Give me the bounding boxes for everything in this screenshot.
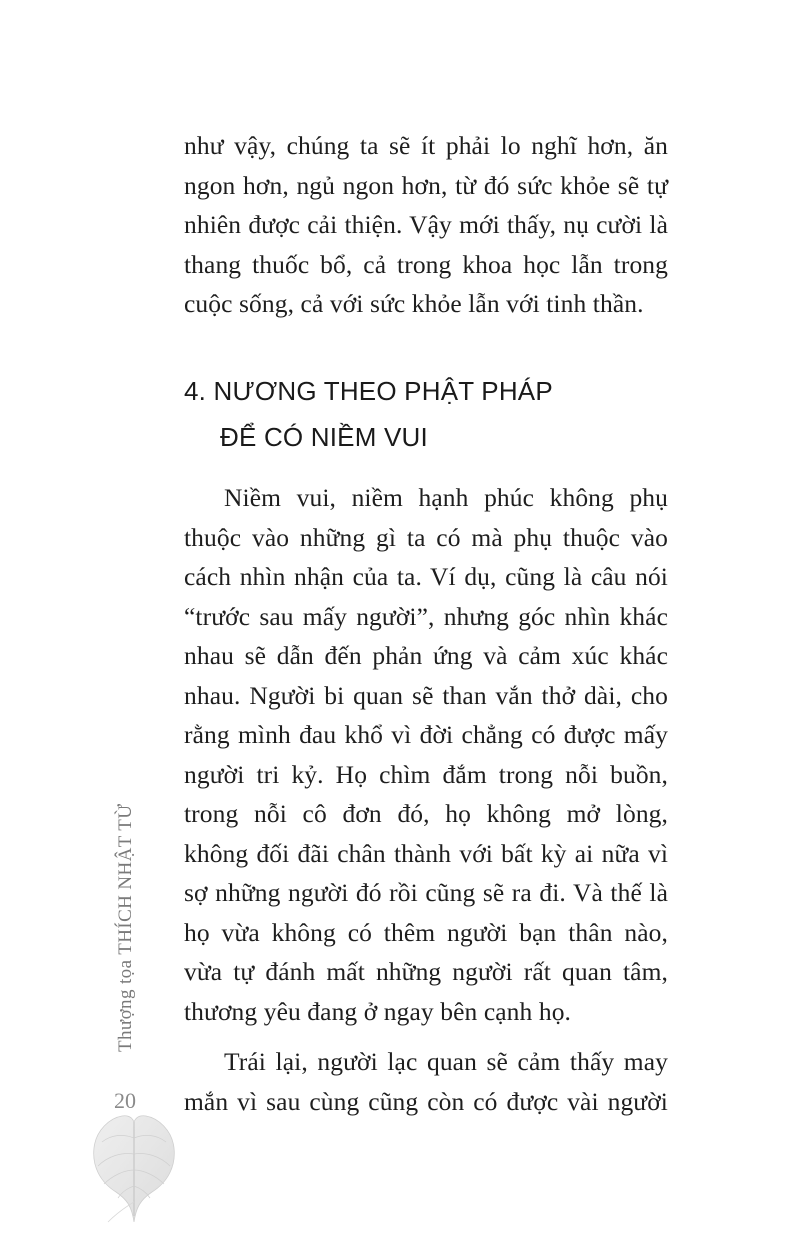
paragraph-line: họ vừa không có thêm người bạn thân nào, bbox=[184, 917, 668, 947]
paragraph-line: không đối đãi chân thành với bất kỳ ai nữa vì bbox=[184, 838, 668, 868]
paragraph-line: rằng mình đau khổ vì đời chẳng có được mấy bbox=[184, 720, 668, 749]
paragraph-line: cuộc sống, cả với sức khỏe lẫn với tinh thần. bbox=[184, 289, 644, 318]
section-heading bbox=[184, 368, 668, 460]
paragraph-line: thang thuốc bổ, cả trong khoa học lẫn trong bbox=[184, 249, 668, 279]
paragraph-2 bbox=[184, 478, 668, 1031]
paragraph-line: như vậy, chúng ta sẽ ít phải lo nghĩ hơn, ăn bbox=[184, 131, 668, 160]
paragraph-1 bbox=[184, 126, 668, 324]
paragraph-line: trong nỗi cô đơn đó, họ không mở lòng, bbox=[184, 799, 668, 828]
paragraph-line: nhiên được cải thiện. Vậy mới thấy, nụ cười là bbox=[184, 210, 668, 239]
sidebar-author: Thượng tọa THÍCH NHẬT TỪ bbox=[115, 803, 136, 1052]
paragraph-line: người tri kỷ. Họ chìm đắm trong nỗi buồn, bbox=[184, 759, 668, 789]
paragraph-line: sợ những người đó rồi cũng sẽ ra đi. Và thế là bbox=[184, 878, 668, 907]
section-heading-line-1: 4. NƯƠNG THEO PHẬT PHÁP bbox=[184, 376, 553, 406]
page-number: 20 bbox=[114, 1088, 136, 1113]
paragraph-line: nhau sẽ dẫn đến phản ứng và cảm xúc khác bbox=[184, 641, 668, 670]
paragraph-line: mắn vì sau cùng cũng còn có được vài người bbox=[184, 1086, 668, 1116]
section-heading-line-2: ĐỂ CÓ NIỀM VUI bbox=[220, 422, 428, 452]
bodhi-leaf-icon bbox=[88, 1104, 180, 1224]
paragraph-line: nhau. Người bi quan sẽ than vắn thở dài, cho bbox=[184, 680, 668, 710]
paragraph-line: thương yêu đang ở ngay bên cạnh họ. bbox=[184, 996, 572, 1026]
paragraph-line: Trái lại, người lạc quan sẽ cảm thấy may bbox=[224, 1047, 668, 1076]
paragraph-line: vừa tự đánh mất những người rất quan tâm, bbox=[184, 957, 668, 986]
paragraph-line: ngon hơn, ngủ ngon hơn, từ đó sức khỏe sẽ tự bbox=[184, 170, 668, 200]
paragraph-line: cách nhìn nhận của ta. Ví dụ, cũng là câu nói bbox=[184, 562, 668, 591]
paragraph-line: thuộc vào những gì ta có mà phụ thuộc vào bbox=[184, 522, 668, 552]
paragraph-line: Niềm vui, niềm hạnh phúc không phụ bbox=[224, 483, 668, 512]
paragraph-line: “trước sau mấy người”, nhưng góc nhìn khác bbox=[184, 601, 668, 631]
paragraph-3 bbox=[184, 1042, 668, 1121]
